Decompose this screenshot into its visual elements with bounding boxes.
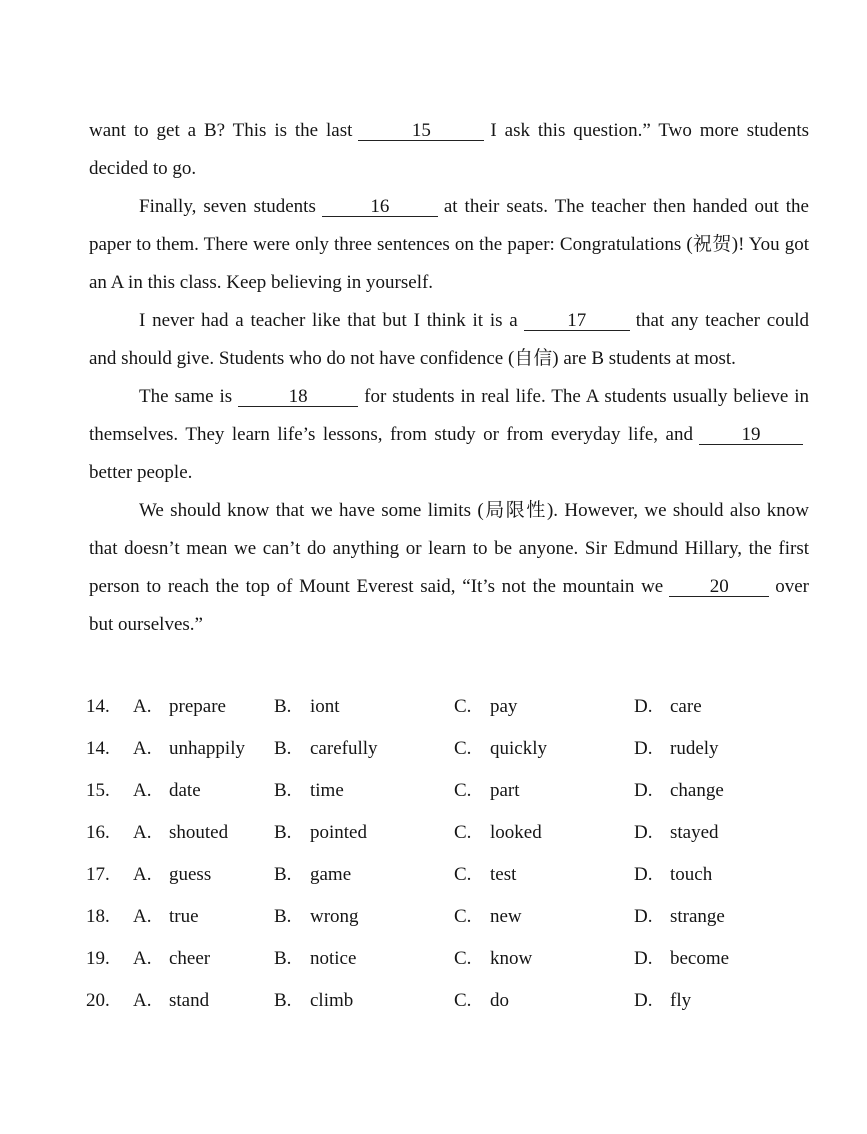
- option-letter: C.: [454, 696, 472, 717]
- option-letter: C.: [454, 864, 472, 885]
- option-letter: A.: [133, 780, 152, 801]
- option-c[interactable]: [454, 686, 517, 728]
- option-d[interactable]: [634, 770, 724, 812]
- question-number: 15.: [86, 780, 110, 801]
- option-word: wrong: [310, 906, 359, 927]
- option-letter: D.: [634, 738, 653, 759]
- option-b[interactable]: [274, 854, 351, 896]
- option-letter: B.: [274, 738, 292, 759]
- option-a[interactable]: [133, 980, 209, 1022]
- option-letter: C.: [454, 906, 472, 927]
- option-word: shouted: [169, 822, 229, 843]
- option-word: climb: [310, 990, 354, 1011]
- question-number: 14.: [86, 738, 110, 759]
- question-row: [86, 686, 816, 728]
- option-b[interactable]: [274, 770, 344, 812]
- option-d[interactable]: [634, 980, 691, 1022]
- blank-15: 15: [358, 121, 484, 141]
- question-row: [86, 854, 816, 896]
- paragraph-2: [89, 188, 809, 302]
- option-letter: D.: [634, 822, 653, 843]
- option-a[interactable]: [133, 770, 201, 812]
- option-a[interactable]: [133, 812, 228, 854]
- option-word: change: [670, 780, 724, 801]
- question-row: [86, 812, 816, 854]
- blank-17: 17: [524, 311, 630, 331]
- option-b[interactable]: [274, 896, 359, 938]
- option-letter: A.: [133, 990, 152, 1011]
- option-c[interactable]: [454, 938, 532, 980]
- cloze-passage: [89, 112, 809, 644]
- option-word: stayed: [670, 822, 719, 843]
- text: I ask this question.” Two more students decided to go.: [89, 120, 810, 179]
- option-d[interactable]: [634, 686, 702, 728]
- blank-19: 19: [699, 425, 803, 445]
- paragraph-4: [89, 378, 809, 492]
- option-c[interactable]: [454, 812, 542, 854]
- option-letter: B.: [274, 822, 292, 843]
- question-row: [86, 896, 816, 938]
- option-word: stand: [169, 990, 210, 1011]
- option-b[interactable]: [274, 938, 356, 980]
- option-c[interactable]: [454, 770, 520, 812]
- option-d[interactable]: [634, 812, 719, 854]
- option-word: unhappily: [169, 738, 245, 759]
- question-number: 16.: [86, 822, 110, 843]
- text: better people.: [89, 462, 193, 483]
- option-word: pay: [490, 696, 518, 717]
- text: We should know that we have some limits (局限性). However, we should also know that doesn’t mean we can’t do anything or learn to be anyone. Sir Edmund Hillary, the first person to reach the top of Mount Everest said, “It’s not the mountain we: [89, 500, 809, 597]
- paragraph-3: [89, 302, 809, 378]
- option-letter: C.: [454, 780, 472, 801]
- option-letter: A.: [133, 822, 152, 843]
- blank-18: 18: [238, 387, 358, 407]
- question-row: [86, 938, 816, 980]
- option-b[interactable]: [274, 686, 340, 728]
- option-word: become: [670, 948, 730, 969]
- question-number: 14.: [86, 696, 110, 717]
- option-letter: C.: [454, 948, 472, 969]
- blank-20: 20: [669, 577, 769, 597]
- option-letter: C.: [454, 738, 472, 759]
- option-word: notice: [310, 948, 357, 969]
- option-a[interactable]: [133, 896, 199, 938]
- option-word: strange: [670, 906, 725, 927]
- text: The same is: [139, 386, 233, 407]
- text: want to get a B? This is the last: [89, 120, 353, 141]
- text: that any teacher could and should give. Students who do not have confidence (自信) are B students at most.: [89, 310, 809, 369]
- option-word: rudely: [670, 738, 719, 759]
- option-letter: B.: [274, 948, 292, 969]
- option-word: new: [490, 906, 522, 927]
- option-word: cheer: [169, 948, 211, 969]
- option-word: carefully: [310, 738, 378, 759]
- option-letter: D.: [634, 990, 653, 1011]
- option-letter: D.: [634, 864, 653, 885]
- option-word: game: [310, 864, 352, 885]
- answer-options: [86, 686, 816, 1022]
- question-row: [86, 728, 816, 770]
- text: Finally, seven students: [139, 196, 316, 217]
- option-word: do: [490, 990, 509, 1011]
- option-c[interactable]: [454, 896, 522, 938]
- option-letter: A.: [133, 948, 152, 969]
- option-a[interactable]: [133, 728, 245, 770]
- question-number: 20.: [86, 990, 110, 1011]
- option-d[interactable]: [634, 854, 712, 896]
- option-letter: B.: [274, 990, 292, 1011]
- option-word: guess: [169, 864, 212, 885]
- option-a[interactable]: [133, 686, 226, 728]
- text: I never had a teacher like that but I think it is a: [139, 310, 518, 331]
- option-word: quickly: [490, 738, 547, 759]
- option-b[interactable]: [274, 980, 353, 1022]
- question-row: [86, 770, 816, 812]
- question-number: 17.: [86, 864, 110, 885]
- option-letter: A.: [133, 906, 152, 927]
- option-letter: A.: [133, 738, 152, 759]
- question-number: 18.: [86, 906, 110, 927]
- paragraph-5: [89, 492, 809, 644]
- question-number: 19.: [86, 948, 110, 969]
- question-row: [86, 980, 816, 1022]
- option-word: prepare: [169, 696, 226, 717]
- option-b[interactable]: [274, 812, 367, 854]
- option-word: test: [490, 864, 517, 885]
- blank-16: 16: [322, 197, 438, 217]
- option-letter: D.: [634, 948, 653, 969]
- option-word: part: [490, 780, 520, 801]
- option-letter: D.: [634, 780, 653, 801]
- option-letter: B.: [274, 864, 292, 885]
- option-c[interactable]: [454, 980, 509, 1022]
- text: for students in real life. The A students usually believe in themselves. They learn life’s lessons, from study or from everyday life, and: [89, 386, 809, 445]
- option-word: looked: [490, 822, 542, 843]
- option-a[interactable]: [133, 854, 211, 896]
- option-d[interactable]: [634, 728, 719, 770]
- option-c[interactable]: [454, 854, 516, 896]
- option-word: iont: [310, 696, 340, 717]
- option-word: care: [670, 696, 702, 717]
- option-word: time: [310, 780, 344, 801]
- option-word: date: [169, 780, 201, 801]
- option-letter: B.: [274, 906, 292, 927]
- option-c[interactable]: [454, 728, 547, 770]
- option-d[interactable]: [634, 938, 729, 980]
- option-word: know: [490, 948, 533, 969]
- option-letter: C.: [454, 822, 472, 843]
- option-letter: B.: [274, 780, 292, 801]
- option-a[interactable]: [133, 938, 210, 980]
- option-b[interactable]: [274, 728, 378, 770]
- paragraph-1: [89, 112, 809, 188]
- option-word: pointed: [310, 822, 367, 843]
- option-word: touch: [670, 864, 713, 885]
- option-word: fly: [670, 990, 692, 1011]
- option-letter: A.: [133, 864, 152, 885]
- option-word: true: [169, 906, 199, 927]
- option-d[interactable]: [634, 896, 725, 938]
- option-letter: B.: [274, 696, 292, 717]
- text: over but ourselves.”: [89, 576, 809, 635]
- text: at their seats. The teacher then handed out the paper to them. There were only three sentences on the paper: Congratulations (祝贺)! You got an A in this class. Keep believing in yourself.: [89, 196, 809, 293]
- option-letter: C.: [454, 990, 472, 1011]
- option-letter: D.: [634, 906, 653, 927]
- option-letter: D.: [634, 696, 653, 717]
- option-letter: A.: [133, 696, 152, 717]
